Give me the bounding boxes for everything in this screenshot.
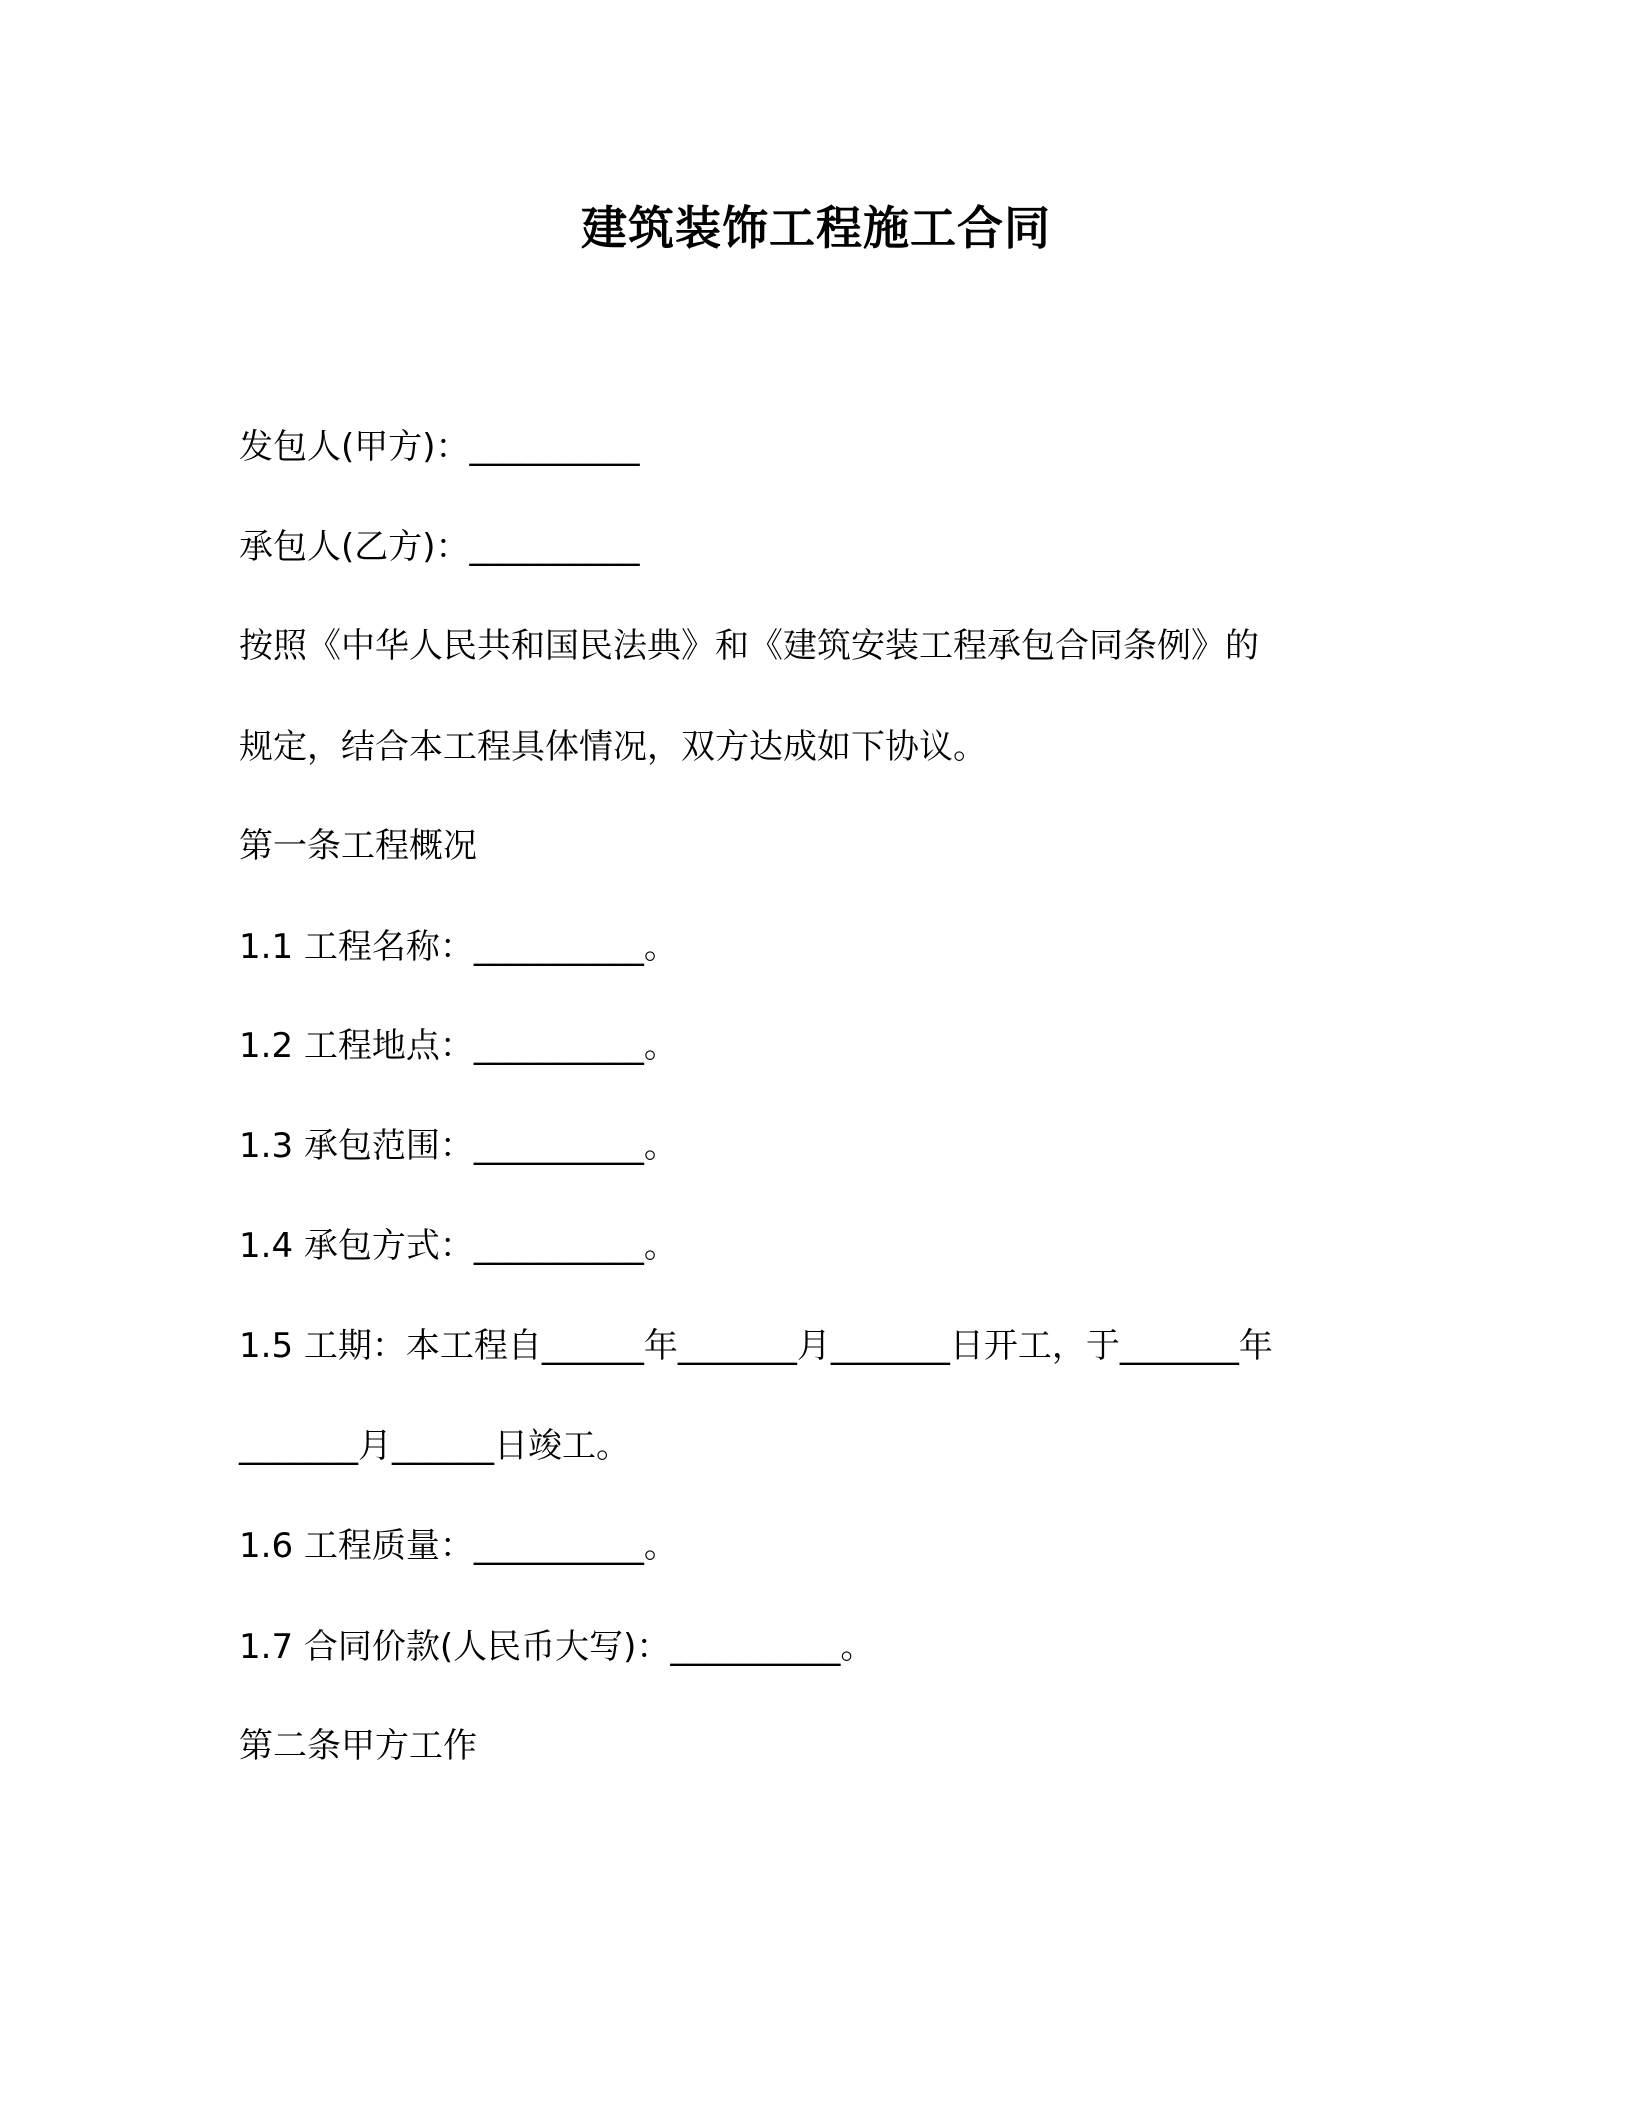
article-2-heading: 第二条甲方工作 <box>239 1726 477 1766</box>
clause-1-3: 1.3 承包范围：__________。 <box>239 1126 678 1166</box>
preamble-line-2: 规定，结合本工程具体情况，双方达成如下协议。 <box>239 727 987 767</box>
article-1-heading: 第一条工程概况 <box>239 826 477 866</box>
clause-1-1: 1.1 工程名称：__________。 <box>239 927 678 967</box>
preamble-line-1: 按照《中华人民共和国民法典》和《建筑安装工程承包合同条例》的 <box>239 626 1259 666</box>
clause-1-4: 1.4 承包方式：__________。 <box>239 1226 678 1266</box>
party-a-line: 发包人(甲方)：__________ <box>239 427 640 467</box>
clause-1-7: 1.7 合同价款(人民币大写)：__________。 <box>239 1627 875 1667</box>
clause-1-6: 1.6 工程质量：__________。 <box>239 1526 678 1566</box>
party-b-line: 承包人(乙方)：__________ <box>239 527 640 567</box>
clause-1-2: 1.2 工程地点：__________。 <box>239 1026 678 1066</box>
clause-1-5-line-1: 1.5 工期：本工程自______年_______月_______日开工，于_______年 <box>239 1326 1273 1366</box>
document-title: 建筑装饰工程施工合同 <box>581 201 1051 255</box>
clause-1-5-line-2: _______月______日竣工。 <box>239 1426 630 1466</box>
